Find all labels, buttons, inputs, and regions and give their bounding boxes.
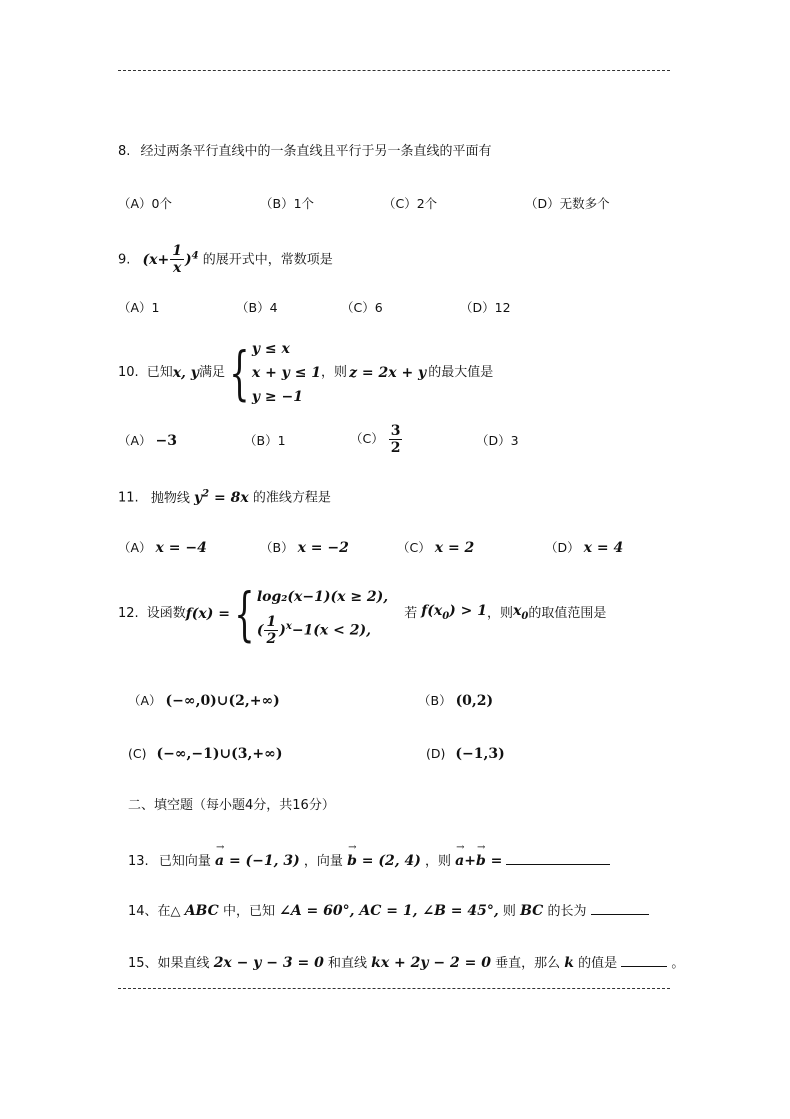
q14-then: 则 xyxy=(502,904,516,919)
q10-option-a-value: −3 xyxy=(155,433,178,449)
q10-constraints xyxy=(252,337,321,409)
q9-option-c: （C）6 xyxy=(341,300,383,315)
q10-constraint-1: y ≤ x xyxy=(251,341,290,357)
question-15 xyxy=(128,954,684,973)
q10-option-c-fraction xyxy=(389,424,403,455)
q15-post-2: 的值是 xyxy=(578,956,618,971)
q10-constraint-2: x + y ≤ 1 xyxy=(251,365,322,381)
q8-number: 8. xyxy=(118,144,131,159)
q11-option-b-value: x = −2 xyxy=(297,540,349,556)
q13-answer-blank[interactable] xyxy=(506,852,610,865)
q13-sum: → a+→ b = xyxy=(455,853,502,869)
q9-option-b: （B）4 xyxy=(236,300,278,315)
q10-objective: z = 2x + y xyxy=(349,365,427,381)
q12-option-a-value: (−∞,0)∪(2,+∞) xyxy=(165,693,280,709)
q9-option-a: （A）1 xyxy=(118,300,160,315)
q12-option-b-label: （B） xyxy=(418,693,452,708)
q11-option-c-value: x = 2 xyxy=(434,540,475,556)
q10-option-b: （B）1 xyxy=(244,433,286,448)
q11-equation: $y^2 = 8x$ xyxy=(193,488,249,506)
q11-option-a xyxy=(118,539,207,557)
q8-option-c: （C）2个 xyxy=(383,196,438,211)
q10-vars: x, y xyxy=(172,365,199,381)
q12-brace: { xyxy=(234,580,255,649)
q11-option-d-value: x = 4 xyxy=(583,540,624,556)
q10-option-a xyxy=(118,432,177,450)
q14-condition: ∠A = 60°, AC = 1, ∠B = 45°, xyxy=(279,903,499,919)
q13-number: 13. xyxy=(128,854,149,869)
q14-triangle: ABC xyxy=(184,903,219,919)
q12-function: f(x) = xyxy=(185,606,230,623)
question-10 xyxy=(118,337,493,409)
q9-number: 9. xyxy=(118,252,131,268)
q12-piece-2: ( $\frac{1}{2}$ )$^x$−1(x < 2), xyxy=(256,614,371,648)
q12-pieces xyxy=(257,582,388,646)
q8-option-b: （B）1个 xyxy=(260,196,315,211)
q12-option-d-value: (−1,3) xyxy=(455,746,505,762)
q12-option-b xyxy=(418,692,493,710)
q14-pre: 14、在△ xyxy=(128,904,181,919)
q8-text: 经过两条平行直线中的一条直线且平行于另一条直线的平面有 xyxy=(140,144,492,159)
q11-number: 11. xyxy=(118,490,139,506)
q12-mid: 若 xyxy=(404,606,418,622)
q11-option-d xyxy=(545,539,623,557)
q11-option-d-label: （D） xyxy=(545,540,580,555)
q10-pre: 已知 xyxy=(146,365,173,380)
q11-option-a-label: （A） xyxy=(118,540,152,555)
q11-option-c-label: （C） xyxy=(397,540,431,555)
q10-then: ，则 xyxy=(321,365,348,380)
question-8 xyxy=(118,143,492,161)
q10-option-a-label: （A） xyxy=(118,433,152,448)
q12-option-c xyxy=(128,745,282,763)
question-12 xyxy=(118,580,607,649)
q14-mid: 中，已知 xyxy=(222,904,275,919)
q12-option-d-label: (D) xyxy=(426,746,446,761)
q11-option-b-label: （B） xyxy=(260,540,294,555)
q12-option-a xyxy=(128,692,280,710)
q8-option-d: （D）无数多个 xyxy=(525,196,610,211)
q12-option-c-value: (−∞,−1)∪(3,+∞) xyxy=(156,746,283,762)
q9-binomial: (x+ $\frac{1}{x}$ )$^4$ xyxy=(142,243,199,277)
q15-k: k xyxy=(564,955,574,971)
q11-pre: 抛物线 xyxy=(150,490,190,506)
q15-line-1: 2x − y − 3 = 0 xyxy=(213,955,324,971)
q11-option-c xyxy=(397,539,474,557)
q11-option-a-value: x = −4 xyxy=(155,540,207,556)
q10-option-c xyxy=(350,424,403,455)
q12-x0: $x_0$ xyxy=(513,603,529,622)
q13-vector-b: → b = (2, 4) xyxy=(347,853,421,869)
section-2-heading: 二、填空题（每小题4分，共16分） xyxy=(128,798,335,813)
q14-post: 的长为 xyxy=(547,904,587,919)
q10-mid: 满足 xyxy=(198,365,225,380)
q12-post: 的取值范围是 xyxy=(528,606,607,622)
q9-option-d: （D）12 xyxy=(460,300,511,315)
q10-brace: { xyxy=(229,339,250,407)
q15-line-2: kx + 2y − 2 = 0 xyxy=(371,955,491,971)
q12-number: 12. xyxy=(118,606,139,622)
q10-option-c-label: （C） xyxy=(350,431,384,446)
question-14 xyxy=(128,902,649,921)
q15-end: 。 xyxy=(671,956,685,971)
top-dashed-line xyxy=(118,70,670,71)
question-13 xyxy=(128,852,610,871)
q15-answer-blank[interactable] xyxy=(621,954,667,967)
q11-option-b xyxy=(260,539,349,557)
q13-vector-a-value: = (−1, 3) xyxy=(228,853,300,869)
q10-number: 10. xyxy=(118,365,139,380)
q12-piece-2-tail: −1(x < 2), xyxy=(291,622,371,639)
q14-bc: BC xyxy=(520,903,544,919)
q15-post: 垂直，那么 xyxy=(495,956,561,971)
q10-constraint-3: y ≥ −1 xyxy=(251,389,303,405)
q12-option-d xyxy=(426,745,505,763)
q13-sep: ，向量 xyxy=(303,854,343,869)
q12-option-b-value: (0,2) xyxy=(455,693,494,709)
q13-vector-b-value: = (2, 4) xyxy=(361,853,421,869)
q8-option-a: （A）0个 xyxy=(118,196,173,211)
q15-pre: 15、如果直线 xyxy=(128,956,210,971)
question-11 xyxy=(118,485,331,508)
q12-option-a-label: （A） xyxy=(128,693,162,708)
q13-pre: 已知向量 xyxy=(158,854,211,869)
question-9 xyxy=(118,236,333,281)
q10-c-numerator: 3 xyxy=(390,423,401,439)
q15-mid: 和直线 xyxy=(327,956,367,971)
q14-answer-blank[interactable] xyxy=(591,902,649,915)
q12-condition: $f(x_0) > 1$ xyxy=(421,603,488,622)
q12-pre: 设函数 xyxy=(146,606,186,622)
q10-c-denominator: 2 xyxy=(390,440,401,456)
q12-option-c-label: (C) xyxy=(128,746,147,761)
q10-post: 的最大值是 xyxy=(428,365,494,380)
q13-then: ，则 xyxy=(424,854,451,869)
q10-option-d: （D）3 xyxy=(476,433,519,448)
bottom-dashed-line xyxy=(118,988,670,989)
q13-vector-a: → a = (−1, 3) xyxy=(215,853,300,869)
q9-text: 的展开式中，常数项是 xyxy=(202,252,333,268)
q12-then: ，则 xyxy=(487,606,514,622)
q12-piece-1: log₂(x−1)(x ≥ 2), xyxy=(256,589,389,605)
q11-post: 的准线方程是 xyxy=(252,490,331,506)
